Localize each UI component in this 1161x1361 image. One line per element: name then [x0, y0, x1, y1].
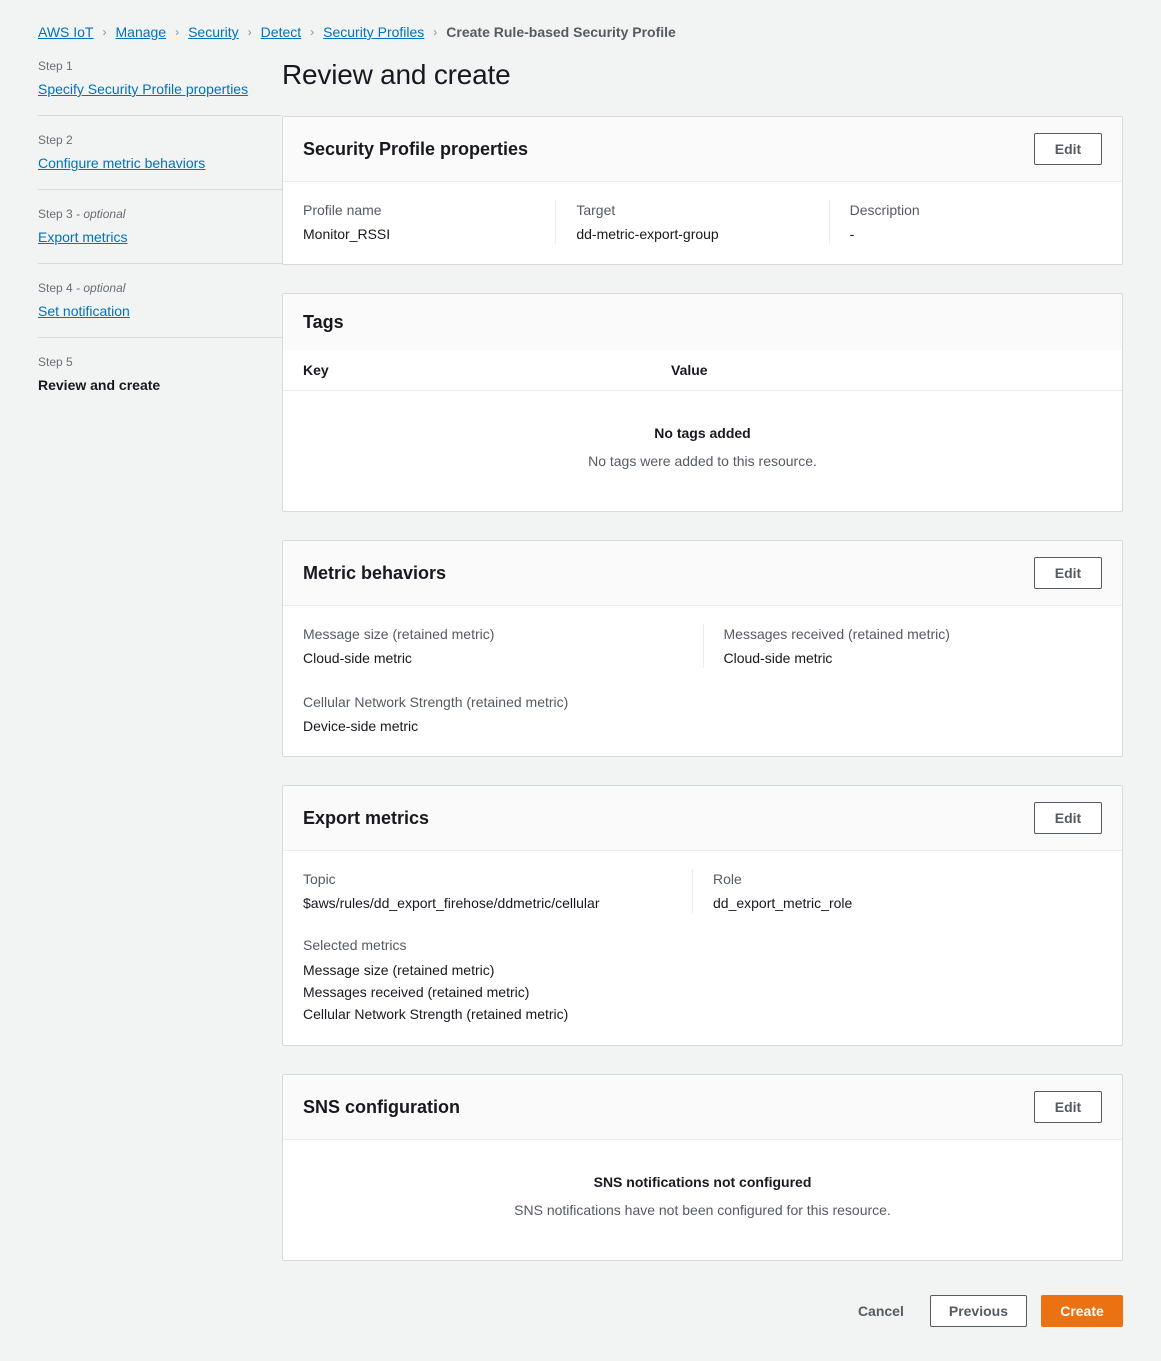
property-profile-name-label: Profile name: [303, 202, 382, 218]
panel-metric-behaviors: [282, 540, 1123, 757]
property-description-value: -: [849, 226, 855, 242]
wizard-step-2-number: Step 2: [38, 133, 73, 147]
main-content: [282, 58, 1161, 1361]
wizard-step-1-label: [38, 58, 282, 74]
wizard-step-2-title[interactable]: Configure metric behaviors: [38, 155, 206, 171]
selected-metric-item: Messages received (retained metric): [303, 984, 530, 1000]
wizard-step-2-label: [38, 132, 282, 148]
panel-body-metric-behaviors: [283, 606, 1122, 756]
wizard-step-5-title: Review and create: [38, 377, 161, 393]
breadcrumb-item-detect[interactable]: Detect: [260, 24, 302, 40]
tags-column-key: Key: [303, 362, 329, 378]
page-layout: [0, 42, 1161, 1361]
sns-empty-title: SNS notifications not configured: [593, 1174, 812, 1190]
wizard-step-1-number: Step 1: [38, 59, 73, 73]
breadcrumb-separator-icon: ›: [175, 25, 180, 39]
properties-row: [303, 200, 1102, 244]
previous-button[interactable]: Previous: [930, 1295, 1027, 1327]
wizard-steps-sidebar: [0, 58, 282, 427]
metric-behavior-name: Message size (retained metric): [303, 626, 495, 642]
wizard-step-5-label: [38, 354, 282, 370]
metric-behavior-type: Device-side metric: [303, 718, 419, 734]
panel-security-profile-properties: [282, 116, 1123, 265]
panel-tags: [282, 293, 1123, 512]
panel-title-metric-behaviors: Metric behaviors: [303, 563, 447, 583]
panel-header-export-metrics: [283, 786, 1122, 851]
breadcrumb: [0, 0, 1161, 42]
property-target: [555, 200, 828, 244]
edit-metric-behaviors-button[interactable]: Edit: [1034, 557, 1102, 589]
property-target-label: Target: [576, 202, 616, 218]
selected-metrics-section: [303, 935, 1102, 1025]
export-topic-value: $aws/rules/dd_export_firehose/ddmetric/cellular: [303, 895, 600, 911]
wizard-step-1-title[interactable]: Specify Security Profile properties: [38, 81, 249, 97]
panel-header-tags: [283, 294, 1122, 350]
panel-title-export-metrics: Export metrics: [303, 808, 430, 828]
wizard-step-4-title[interactable]: Set notification: [38, 303, 130, 319]
metric-behavior-item: [703, 624, 1103, 668]
export-role: [692, 869, 1102, 913]
panel-title-tags: Tags: [303, 312, 344, 332]
panel-header-sns: [283, 1075, 1122, 1140]
metric-behavior-item: [303, 692, 703, 736]
wizard-step-1: [38, 58, 282, 116]
wizard-step-4-number: Step 4: [38, 281, 73, 295]
breadcrumb-item-aws-iot[interactable]: AWS IoT: [38, 24, 94, 40]
export-topic: [303, 869, 692, 913]
wizard-step-3-number: Step 3: [38, 207, 73, 221]
wizard-step-4: [38, 280, 282, 338]
breadcrumb-item-security-profiles[interactable]: Security Profiles: [323, 24, 425, 40]
tags-empty-title: No tags added: [654, 425, 751, 441]
export-topic-label: Topic: [303, 871, 336, 887]
selected-metrics-label: Selected metrics: [303, 937, 407, 953]
property-description-label: Description: [849, 202, 920, 218]
tags-column-value: Value: [671, 362, 708, 378]
sns-empty-state: [283, 1140, 1122, 1260]
panel-body-properties: [283, 182, 1122, 264]
panel-body-export-metrics: [283, 851, 1122, 1045]
edit-export-metrics-button[interactable]: Edit: [1034, 802, 1102, 834]
cancel-button[interactable]: Cancel: [846, 1295, 916, 1327]
breadcrumb-separator-icon: ›: [433, 25, 438, 39]
wizard-step-3-optional: - optional: [72, 207, 126, 221]
wizard-step-3-title[interactable]: Export metrics: [38, 229, 128, 245]
metric-behaviors-grid: [303, 624, 1102, 736]
metric-behavior-type: Cloud-side metric: [303, 650, 412, 666]
create-button[interactable]: Create: [1041, 1295, 1123, 1327]
panel-export-metrics: [282, 785, 1123, 1046]
property-description: [829, 200, 1102, 244]
breadcrumb-separator-icon: ›: [102, 25, 107, 39]
metric-behavior-type: Cloud-side metric: [723, 650, 833, 666]
selected-metric-item: Cellular Network Strength (retained metric): [303, 1006, 569, 1022]
breadcrumb-separator-icon: ›: [310, 25, 315, 39]
property-profile-name: [303, 200, 555, 244]
breadcrumb-item-security[interactable]: Security: [188, 24, 239, 40]
panel-sns-configuration: [282, 1074, 1123, 1261]
wizard-step-3: [38, 206, 282, 264]
export-role-value: dd_export_metric_role: [713, 895, 853, 911]
edit-properties-button[interactable]: Edit: [1034, 133, 1102, 165]
wizard-step-4-label: [38, 280, 282, 296]
wizard-step-2: [38, 132, 282, 190]
wizard-step-3-label: [38, 206, 282, 222]
page-title: Review and create: [282, 59, 511, 90]
breadcrumb-separator-icon: ›: [247, 25, 252, 39]
tags-table-header: [283, 350, 1122, 391]
panel-header-properties: [283, 117, 1122, 182]
breadcrumb-item-manage[interactable]: Manage: [115, 24, 167, 40]
breadcrumb-item-current: Create Rule-based Security Profile: [446, 24, 676, 40]
tags-empty-description: No tags were added to this resource.: [588, 453, 817, 469]
export-role-label: Role: [713, 871, 742, 887]
wizard-step-5-number: Step 5: [38, 355, 73, 369]
panel-title-sns: SNS configuration: [303, 1097, 460, 1117]
metric-behavior-name: Cellular Network Strength (retained metric): [303, 694, 569, 710]
panel-header-metric-behaviors: [283, 541, 1122, 606]
tags-empty-state: [283, 391, 1122, 511]
edit-sns-button[interactable]: Edit: [1034, 1091, 1102, 1123]
metric-behavior-item: [303, 624, 703, 668]
export-metrics-row: [303, 869, 1102, 913]
wizard-step-4-optional: - optional: [72, 281, 126, 295]
property-target-value: dd-metric-export-group: [576, 226, 719, 242]
wizard-step-5: [38, 354, 282, 411]
property-profile-name-value: Monitor_RSSI: [303, 226, 391, 242]
sns-empty-description: SNS notifications have not been configured for this resource.: [514, 1202, 891, 1218]
selected-metric-item: Message size (retained metric): [303, 962, 495, 978]
wizard-footer-actions: [282, 1289, 1123, 1361]
metric-behavior-name: Messages received (retained metric): [723, 626, 950, 642]
panel-title-properties: Security Profile properties: [303, 139, 529, 159]
